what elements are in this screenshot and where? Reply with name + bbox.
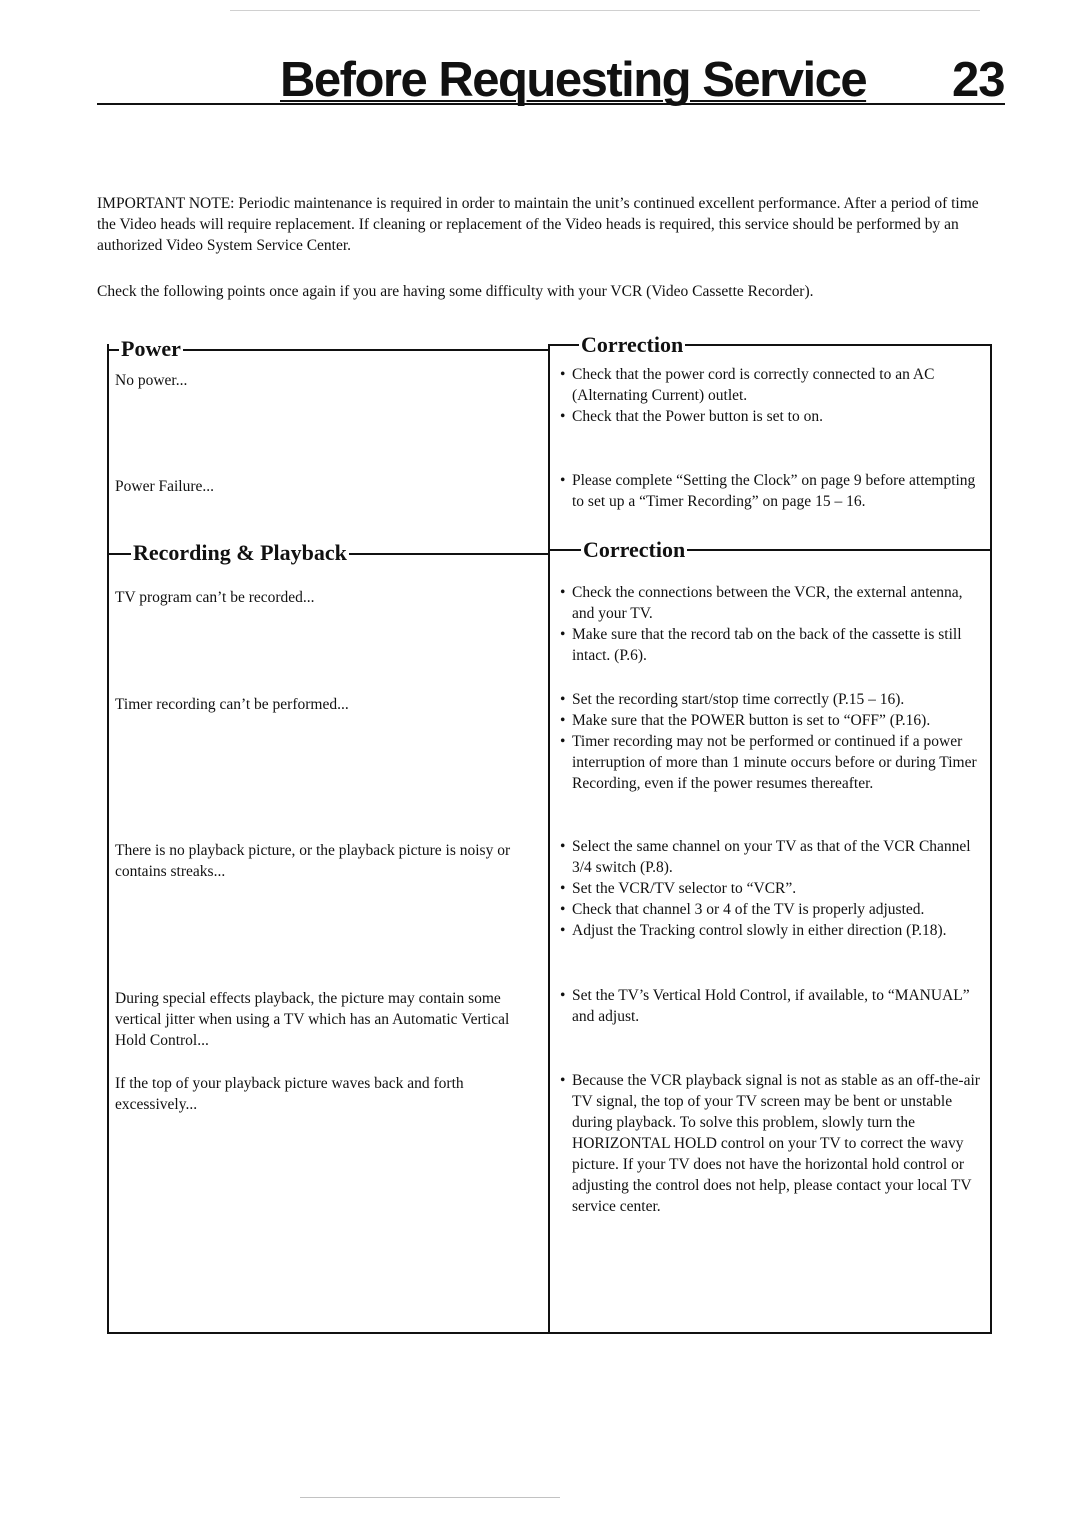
correction-item: • Check that the power cord is correctly connected to an AC (Alternating Current) outlet. <box>560 364 985 406</box>
correction-item: • Check the connections between the VCR, the external antenna, and your TV. <box>560 582 985 624</box>
correction-item: • Adjust the Tracking control slowly in either direction (P.18). <box>560 920 985 941</box>
scan-artifact-top <box>230 10 980 11</box>
correction-heading-2: Correction <box>583 537 686 562</box>
correction-item: • Because the VCR playback signal is not as stable as an off-the-air TV signal, the top of your TV screen may be bent or unstable during playback. To solve this problem, slowly turn the HORIZONTAL HOLD control on your TV to correct the wavy picture. If your TV does not have the horizontal hold control or adjusting the control does not help, please contact your local TV service center. <box>560 1070 985 1217</box>
correction-heading-1: Correction <box>581 332 684 357</box>
correction-item: • Set the TV’s Vertical Hold Control, if available, to “MANUAL” and adjust. <box>560 985 985 1027</box>
problem-vertical-jitter: During special effects playback, the picture may contain some vertical jitter when using a TV which has an Automatic Vertical Hold Control... <box>115 990 510 1049</box>
table-left-border <box>107 344 109 1334</box>
important-note <box>97 193 987 256</box>
problem-timer-recording: Timer recording can’t be performed... <box>115 696 349 713</box>
correction-item: • Please complete “Setting the Clock” on page 9 before attempting to set up a “Timer Recording” on page 15 – 16. <box>560 470 985 512</box>
correction-item: • Set the VCR/TV selector to “VCR”. <box>560 878 985 899</box>
check-points-text: Check the following points once again if you are having some difficulty with your VCR (Video Cassette Recorder). <box>97 283 814 300</box>
correction-timer-recording <box>560 689 985 794</box>
troubleshooting-table <box>107 332 992 1334</box>
correction-no-playback-picture <box>560 836 985 941</box>
table-right-border <box>990 344 992 1334</box>
problem-no-playback-picture: There is no playback picture, or the playback picture is noisy or contains streaks... <box>115 842 511 880</box>
correction-no-power <box>560 364 985 427</box>
correction-item: • Select the same channel on your TV as that of the VCR Channel 3/4 switch (P.8). <box>560 836 985 878</box>
correction-vertical-jitter <box>560 985 985 1027</box>
section-heading-power: Power <box>121 336 181 361</box>
correction-picture-waves <box>560 1070 985 1217</box>
correction-item: • Check that channel 3 or 4 of the TV is properly adjusted. <box>560 899 985 920</box>
scan-artifact-bottom <box>300 1497 560 1498</box>
correction-power-failure <box>560 470 985 512</box>
section-heading-recording-playback: Recording & Playback <box>133 540 347 565</box>
column-divider <box>548 344 550 1334</box>
problem-no-power: No power... <box>115 372 188 389</box>
correction-item: • Make sure that the POWER button is set to “OFF” (P.16). <box>560 710 985 731</box>
important-note-label: IMPORTANT NOTE: <box>97 195 235 212</box>
page-number: 23 <box>952 53 1005 107</box>
problem-cant-record: TV program can’t be recorded... <box>115 589 315 606</box>
problem-picture-waves: If the top of your playback picture waves back and forth excessively... <box>115 1075 464 1113</box>
important-note-text: Periodic maintenance is required in order to maintain the unit’s continued excellent performance. After a period of time the Video heads will require replacement. If cleaning or replacement of the Video heads is required, this service should be performed by an authorized Video System Service Center. <box>97 195 979 254</box>
correction-item: • Make sure that the record tab on the back of the cassette is still intact. (P.6). <box>560 624 985 666</box>
correction-item: • Check that the Power button is set to on. <box>560 406 985 427</box>
page-title: Before Requesting Service <box>280 53 867 107</box>
correction-item: • Set the recording start/stop time correctly (P.15 – 16). <box>560 689 985 710</box>
correction-cant-record <box>560 582 985 666</box>
correction-item: • Timer recording may not be performed or continued if a power interruption of more than 1 minute occurs before or during Timer Recording, even if the power resumes thereafter. <box>560 731 985 794</box>
problem-power-failure: Power Failure... <box>115 478 215 495</box>
